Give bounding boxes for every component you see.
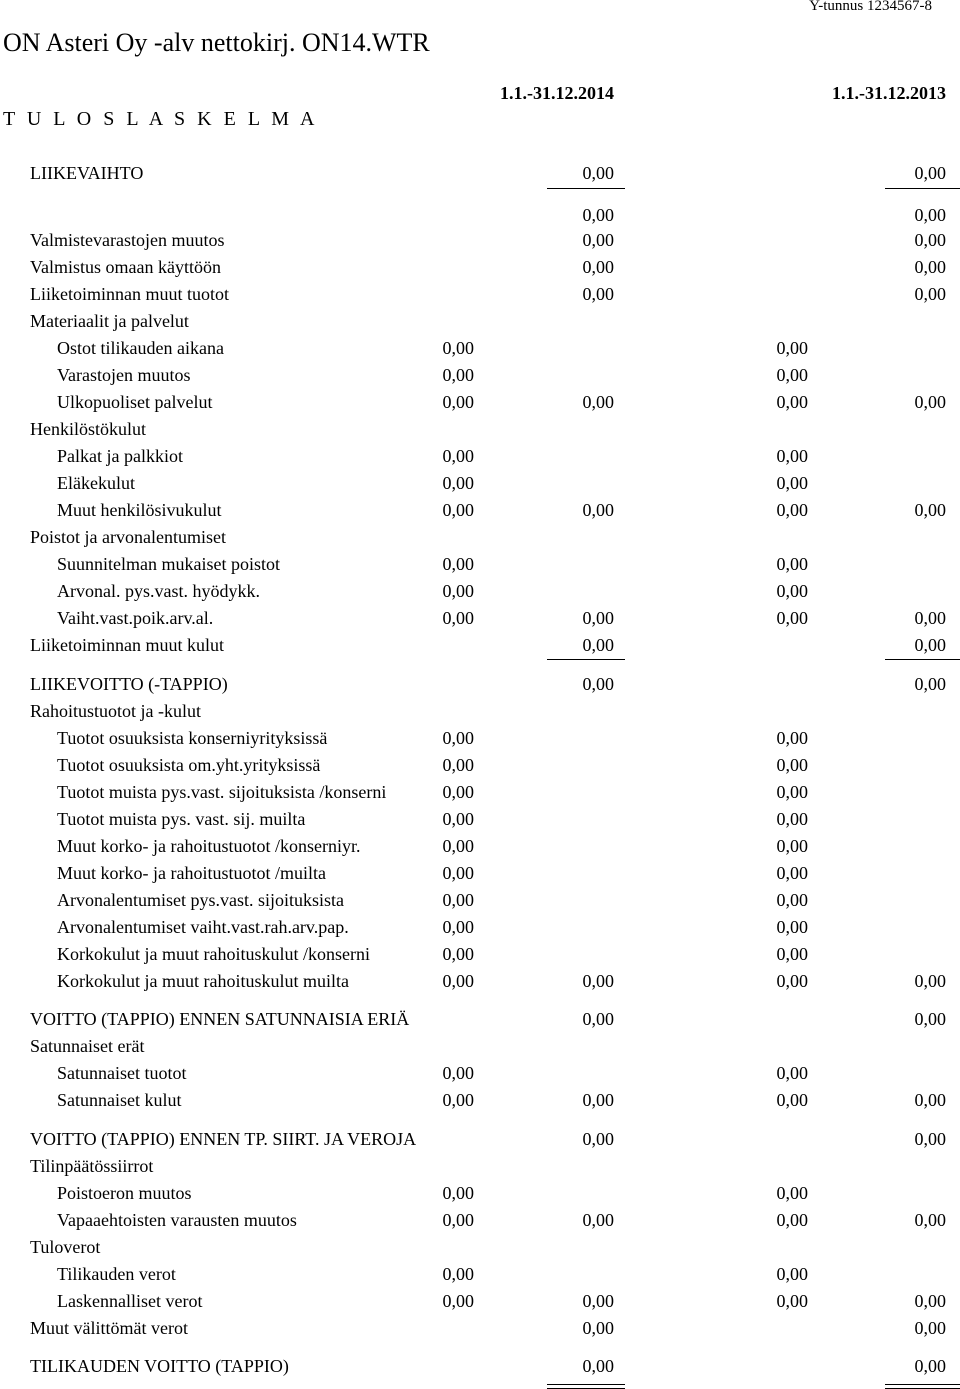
row-label: Suunnitelman mukaiset poistot bbox=[57, 554, 280, 574]
row-value-c2: 0,00 bbox=[582, 1356, 614, 1376]
row-label: Laskennalliset verot bbox=[57, 1291, 203, 1311]
row-label: TILIKAUDEN VOITTO (TAPPIO) bbox=[30, 1356, 289, 1376]
row-value-c2: 0,00 bbox=[582, 1210, 614, 1230]
row-label: Materiaalit ja palvelut bbox=[30, 311, 189, 331]
period-previous: 1.1.-31.12.2013 bbox=[832, 83, 946, 103]
row-value-c4: 0,00 bbox=[914, 1356, 946, 1376]
row-value-c4: 0,00 bbox=[914, 163, 946, 183]
row-value-c3: 0,00 bbox=[776, 554, 808, 574]
row-label: VOITTO (TAPPIO) ENNEN TP. SIIRT. JA VEROJA bbox=[30, 1129, 417, 1149]
statement-row bbox=[0, 726, 960, 750]
statement-row bbox=[0, 1088, 960, 1112]
row-value-c1: 0,00 bbox=[442, 1183, 474, 1203]
statement-row bbox=[0, 699, 960, 723]
statement-row bbox=[0, 309, 960, 333]
row-value-c3: 0,00 bbox=[776, 608, 808, 628]
statement-row bbox=[0, 444, 960, 468]
statement-row bbox=[0, 203, 960, 227]
row-value-c1: 0,00 bbox=[442, 554, 474, 574]
row-value-c4: 0,00 bbox=[914, 392, 946, 412]
statement-row bbox=[0, 969, 960, 993]
row-value-c1: 0,00 bbox=[442, 917, 474, 937]
row-value-c2: 0,00 bbox=[582, 205, 614, 225]
row-value-c4: 0,00 bbox=[914, 1318, 946, 1338]
row-value-c1: 0,00 bbox=[442, 836, 474, 856]
statement-row bbox=[0, 1181, 960, 1205]
row-label: Korkokulut ja muut rahoituskulut /konserni bbox=[57, 944, 370, 964]
row-value-c1: 0,00 bbox=[442, 863, 474, 883]
statement-row bbox=[0, 1061, 960, 1085]
row-label: Varastojen muutos bbox=[57, 365, 191, 385]
period-current: 1.1.-31.12.2014 bbox=[500, 83, 614, 103]
row-value-c1: 0,00 bbox=[442, 1291, 474, 1311]
row-label: Arvonalentumiset vaiht.vast.rah.arv.pap. bbox=[57, 917, 349, 937]
statement-row bbox=[0, 390, 960, 414]
sum-rule bbox=[885, 659, 960, 660]
row-value-c1: 0,00 bbox=[442, 1210, 474, 1230]
row-value-c1: 0,00 bbox=[442, 500, 474, 520]
statement-row bbox=[0, 1235, 960, 1259]
row-value-c2: 0,00 bbox=[582, 230, 614, 250]
row-value-c3: 0,00 bbox=[776, 581, 808, 601]
row-value-c3: 0,00 bbox=[776, 944, 808, 964]
row-value-c3: 0,00 bbox=[776, 1063, 808, 1083]
row-value-c3: 0,00 bbox=[776, 890, 808, 910]
row-value-c2: 0,00 bbox=[582, 635, 614, 655]
statement-row bbox=[0, 672, 960, 696]
sum-rule bbox=[885, 1384, 960, 1385]
statement-row bbox=[0, 363, 960, 387]
row-value-c1: 0,00 bbox=[442, 473, 474, 493]
row-label: Vaiht.vast.poik.arv.al. bbox=[57, 608, 214, 628]
row-value-c4: 0,00 bbox=[914, 971, 946, 991]
statement-row bbox=[0, 753, 960, 777]
row-label: Muut henkilösivukulut bbox=[57, 500, 222, 520]
row-value-c2: 0,00 bbox=[582, 1291, 614, 1311]
sum-rule bbox=[885, 188, 960, 189]
statement-row bbox=[0, 336, 960, 360]
statement-row bbox=[0, 1289, 960, 1313]
row-value-c3: 0,00 bbox=[776, 755, 808, 775]
statement-row bbox=[0, 255, 960, 279]
row-value-c3: 0,00 bbox=[776, 1183, 808, 1203]
row-label: Tuotot muista pys.vast. sijoituksista /konserni bbox=[57, 782, 387, 802]
row-value-c1: 0,00 bbox=[442, 809, 474, 829]
row-label: Liiketoiminnan muut kulut bbox=[30, 635, 224, 655]
row-value-c2: 0,00 bbox=[582, 163, 614, 183]
row-value-c4: 0,00 bbox=[914, 1129, 946, 1149]
statement-row bbox=[0, 1034, 960, 1058]
row-value-c4: 0,00 bbox=[914, 1090, 946, 1110]
row-label: Valmistevarastojen muutos bbox=[30, 230, 225, 250]
row-label: Satunnaiset erät bbox=[30, 1036, 145, 1056]
row-label: Palkat ja palkkiot bbox=[57, 446, 183, 466]
row-label: Muut korko- ja rahoitustuotot /muilta bbox=[57, 863, 326, 883]
row-value-c3: 0,00 bbox=[776, 1291, 808, 1311]
statement-row bbox=[0, 417, 960, 441]
row-value-c1: 0,00 bbox=[442, 338, 474, 358]
statement-row bbox=[0, 1208, 960, 1232]
statement-row bbox=[0, 161, 960, 185]
row-value-c3: 0,00 bbox=[776, 863, 808, 883]
statement-row bbox=[0, 1127, 960, 1151]
row-label: Tuotot muista pys. vast. sij. muilta bbox=[57, 809, 306, 829]
row-value-c2: 0,00 bbox=[582, 608, 614, 628]
row-value-c2: 0,00 bbox=[582, 284, 614, 304]
row-label: LIIKEVOITTO (-TAPPIO) bbox=[30, 674, 228, 694]
row-value-c2: 0,00 bbox=[582, 1129, 614, 1149]
row-value-c4: 0,00 bbox=[914, 1009, 946, 1029]
statement-row bbox=[0, 888, 960, 912]
row-label: Tuotot osuuksista om.yht.yrityksissä bbox=[57, 755, 321, 775]
row-label: LIIKEVAIHTO bbox=[30, 163, 144, 183]
row-value-c4: 0,00 bbox=[914, 230, 946, 250]
row-value-c1: 0,00 bbox=[442, 890, 474, 910]
row-value-c4: 0,00 bbox=[914, 674, 946, 694]
row-label: Arvonal. pys.vast. hyödykk. bbox=[57, 581, 260, 601]
row-value-c2: 0,00 bbox=[582, 392, 614, 412]
row-value-c2: 0,00 bbox=[582, 1318, 614, 1338]
report-title: T U L O S L A S K E L M A bbox=[3, 108, 318, 130]
row-label: Arvonalentumiset pys.vast. sijoituksista bbox=[57, 890, 344, 910]
company-name: ON Asteri Oy -alv nettokirj. ON14.WTR bbox=[3, 28, 430, 57]
row-label: Vapaaehtoisten varausten muutos bbox=[57, 1210, 297, 1230]
row-label: Satunnaiset kulut bbox=[57, 1090, 182, 1110]
row-label: Tuotot osuuksista konserniyrityksissä bbox=[57, 728, 328, 748]
row-value-c3: 0,00 bbox=[776, 1210, 808, 1230]
row-value-c4: 0,00 bbox=[914, 205, 946, 225]
row-label: Tuloverot bbox=[30, 1237, 101, 1257]
row-value-c1: 0,00 bbox=[442, 446, 474, 466]
row-label: Poistot ja arvonalentumiset bbox=[30, 527, 226, 547]
row-label: Valmistus omaan käyttöön bbox=[30, 257, 221, 277]
row-label: Muut korko- ja rahoitustuotot /konserniyr. bbox=[57, 836, 361, 856]
row-label: Ulkopuoliset palvelut bbox=[57, 392, 213, 412]
statement-row bbox=[0, 498, 960, 522]
row-value-c3: 0,00 bbox=[776, 971, 808, 991]
row-label: Henkilöstökulut bbox=[30, 419, 146, 439]
row-value-c4: 0,00 bbox=[914, 500, 946, 520]
statement-row bbox=[0, 834, 960, 858]
business-id: Y-tunnus 1234567-8 bbox=[809, 0, 932, 14]
statement-row bbox=[0, 1354, 960, 1378]
row-value-c3: 0,00 bbox=[776, 500, 808, 520]
statement-row bbox=[0, 471, 960, 495]
statement-row bbox=[0, 780, 960, 804]
row-value-c3: 0,00 bbox=[776, 1264, 808, 1284]
row-value-c2: 0,00 bbox=[582, 971, 614, 991]
statement-row bbox=[0, 552, 960, 576]
row-value-c1: 0,00 bbox=[442, 365, 474, 385]
row-value-c4: 0,00 bbox=[914, 1291, 946, 1311]
row-value-c1: 0,00 bbox=[442, 755, 474, 775]
row-label: Ostot tilikauden aikana bbox=[57, 338, 224, 358]
row-label: VOITTO (TAPPIO) ENNEN SATUNNAISIA ERIÄ bbox=[30, 1009, 410, 1029]
row-label: Tilikauden verot bbox=[57, 1264, 176, 1284]
row-value-c4: 0,00 bbox=[914, 284, 946, 304]
row-value-c3: 0,00 bbox=[776, 446, 808, 466]
statement-row bbox=[0, 1007, 960, 1031]
statement-row bbox=[0, 915, 960, 939]
row-label: Rahoitustuotot ja -kulut bbox=[30, 701, 201, 721]
row-value-c2: 0,00 bbox=[582, 1009, 614, 1029]
row-value-c3: 0,00 bbox=[776, 728, 808, 748]
statement-row bbox=[0, 1316, 960, 1340]
row-value-c1: 0,00 bbox=[442, 1063, 474, 1083]
sum-rule bbox=[547, 659, 625, 660]
row-value-c2: 0,00 bbox=[582, 1090, 614, 1110]
row-label: Poistoeron muutos bbox=[57, 1183, 192, 1203]
row-value-c1: 0,00 bbox=[442, 782, 474, 802]
statement-row bbox=[0, 579, 960, 603]
statement-row bbox=[0, 942, 960, 966]
sum-rule bbox=[547, 188, 625, 189]
row-value-c1: 0,00 bbox=[442, 1264, 474, 1284]
row-label: Muut välittömät verot bbox=[30, 1318, 188, 1338]
row-value-c3: 0,00 bbox=[776, 836, 808, 856]
row-label: Satunnaiset tuotot bbox=[57, 1063, 187, 1083]
statement-row bbox=[0, 525, 960, 549]
row-value-c2: 0,00 bbox=[582, 674, 614, 694]
statement-row bbox=[0, 807, 960, 831]
row-value-c3: 0,00 bbox=[776, 338, 808, 358]
row-label: Korkokulut ja muut rahoituskulut muilta bbox=[57, 971, 349, 991]
row-value-c3: 0,00 bbox=[776, 782, 808, 802]
row-value-c4: 0,00 bbox=[914, 635, 946, 655]
statement-row bbox=[0, 606, 960, 630]
statement-row bbox=[0, 228, 960, 252]
row-value-c3: 0,00 bbox=[776, 917, 808, 937]
statement-row bbox=[0, 861, 960, 885]
row-value-c1: 0,00 bbox=[442, 581, 474, 601]
row-value-c2: 0,00 bbox=[582, 500, 614, 520]
statement-row bbox=[0, 633, 960, 657]
statement-row bbox=[0, 282, 960, 306]
row-value-c4: 0,00 bbox=[914, 608, 946, 628]
row-value-c1: 0,00 bbox=[442, 608, 474, 628]
row-value-c1: 0,00 bbox=[442, 392, 474, 412]
row-value-c1: 0,00 bbox=[442, 1090, 474, 1110]
row-label: Tilinpäätössiirrot bbox=[30, 1156, 154, 1176]
row-value-c3: 0,00 bbox=[776, 809, 808, 829]
row-value-c3: 0,00 bbox=[776, 392, 808, 412]
row-value-c3: 0,00 bbox=[776, 365, 808, 385]
row-value-c1: 0,00 bbox=[442, 728, 474, 748]
statement-row bbox=[0, 1154, 960, 1178]
row-value-c4: 0,00 bbox=[914, 1210, 946, 1230]
row-label: Eläkekulut bbox=[57, 473, 135, 493]
row-value-c4: 0,00 bbox=[914, 257, 946, 277]
row-value-c1: 0,00 bbox=[442, 944, 474, 964]
row-value-c3: 0,00 bbox=[776, 1090, 808, 1110]
row-value-c3: 0,00 bbox=[776, 473, 808, 493]
sum-rule bbox=[547, 1384, 625, 1385]
row-value-c1: 0,00 bbox=[442, 971, 474, 991]
row-value-c2: 0,00 bbox=[582, 257, 614, 277]
row-label: Liiketoiminnan muut tuotot bbox=[30, 284, 229, 304]
statement-row bbox=[0, 1262, 960, 1286]
